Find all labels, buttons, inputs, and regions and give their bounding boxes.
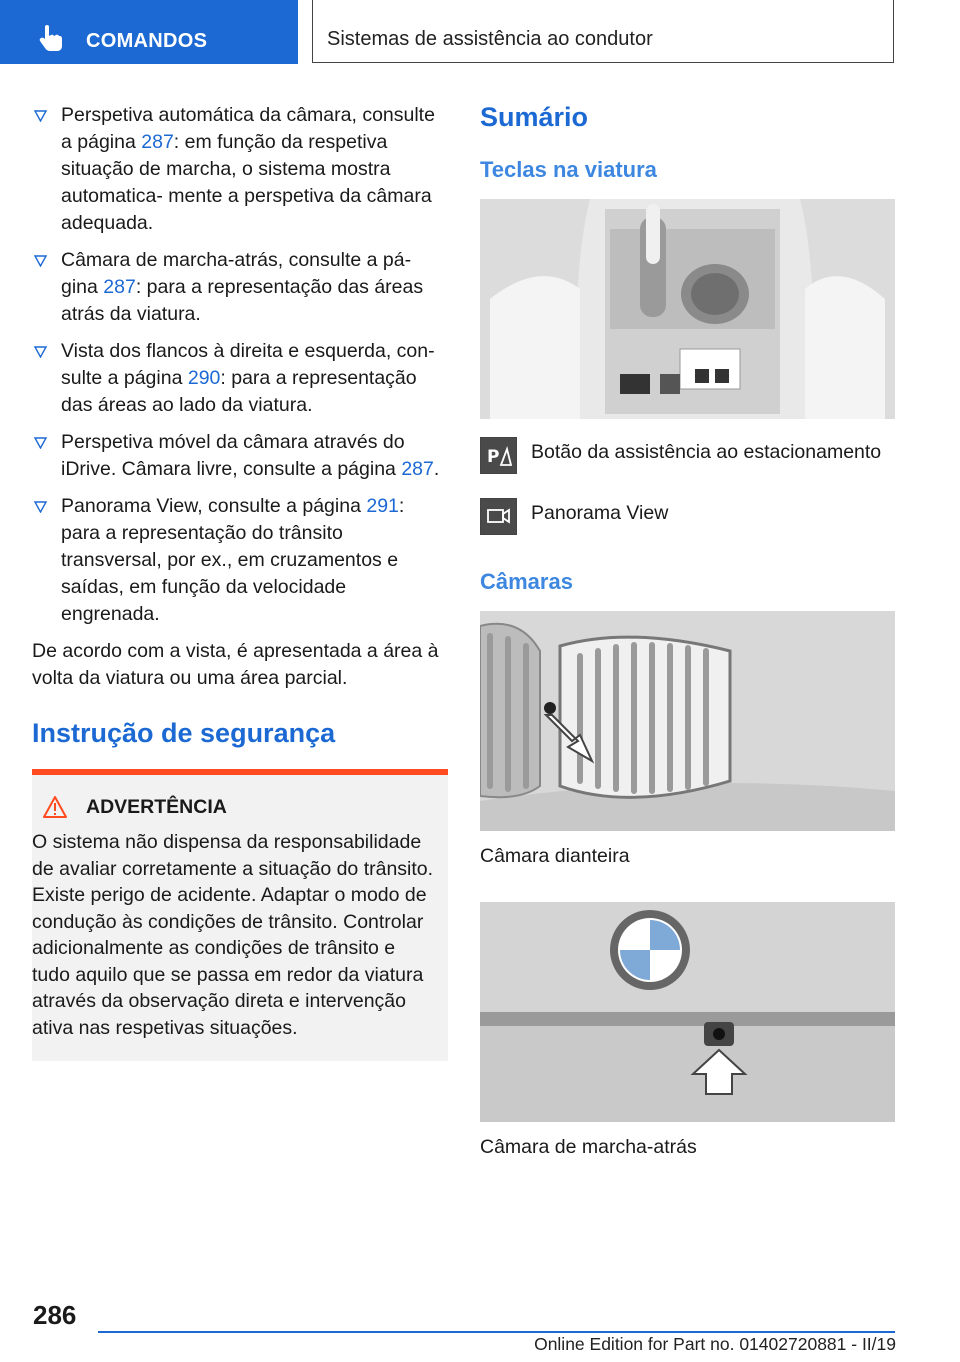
- warning-box: [32, 775, 448, 1061]
- parking-assist-button-row: [480, 437, 896, 474]
- parking-assist-label: Botão da assistência ao estacionamento: [531, 441, 882, 463]
- panorama-view-label: Panorama View: [531, 502, 669, 524]
- warning-text: O sistema não dispensa da responsabilidade de avaliar corretamente a situação do trânsito. Existe perigo de acidente. Adaptar o modo de condução às condições de trânsito. Controlar adicionalmente as condições de trânsito e tudo aquilo que se passa em redor da viatura através da observação direta e intervenção ativa nas respetivas situações.: [32, 831, 434, 1039]
- triangle-bullet-icon: [34, 110, 47, 122]
- bullet-item: [32, 247, 448, 328]
- chapter-tab-label: COMANDOS: [86, 30, 208, 52]
- bullet-text: Perspetiva móvel da câmara através do iDrive. Câmara livre, consulte a página: [61, 431, 405, 480]
- parking-assist-icon: [485, 443, 513, 469]
- bullet-text: Vista dos flancos à direita e esquerda, con‐ sulte a página: [61, 340, 435, 389]
- triangle-bullet-icon: [34, 346, 47, 358]
- page-number: 286: [33, 1300, 77, 1330]
- panorama-button-row: [480, 498, 896, 535]
- svg-text:P: P: [486, 446, 499, 467]
- bullet-text: Perspetiva automática da câmara, consulte a página: [61, 104, 435, 153]
- bullet-text: Câmara de marcha-atrás, consulte a pá‐ gina: [61, 249, 412, 298]
- edition-text: Online Edition for Part no. 01402720881 - II/19: [534, 1334, 896, 1354]
- section-title: Sistemas de assistência ao condutor: [327, 28, 653, 50]
- bullet-item: [32, 493, 448, 628]
- front-camera-caption: Câmara dianteira: [480, 845, 630, 867]
- rear-camera-photo: [480, 902, 895, 1122]
- bullet-item: [32, 338, 448, 419]
- bullet-text: : para a representação das áreas atrás da viatura.: [61, 276, 424, 325]
- panorama-camera-icon: [485, 504, 513, 530]
- bullet-text: .: [433, 458, 440, 480]
- panorama-view-button[interactable]: [480, 498, 517, 535]
- hand-pointer-icon: [38, 24, 64, 52]
- page-link[interactable]: 287: [401, 458, 434, 480]
- page-link[interactable]: 287: [103, 276, 136, 298]
- bullet-list: [32, 102, 448, 628]
- triangle-bullet-icon: [34, 437, 47, 449]
- safety-heading: Instrução de segurança: [32, 718, 336, 748]
- page-link[interactable]: 287: [141, 131, 174, 153]
- cameras-heading: Câmaras: [480, 569, 573, 594]
- footer-divider: [98, 1331, 895, 1333]
- warning-header: [42, 795, 438, 819]
- bullet-text: Panorama View, consulte a página: [61, 495, 367, 517]
- left-column: [32, 102, 448, 1061]
- view-paragraph: De acordo com a vista, é apresentada a área à volta da viatura ou uma área parcial.: [32, 640, 439, 689]
- bullet-item: [32, 429, 448, 483]
- right-column: [480, 102, 896, 1159]
- warning-title: ADVERTÊNCIA: [86, 795, 227, 818]
- triangle-bullet-icon: [34, 255, 47, 267]
- bullet-text: : para a representação das áreas ao lado da viatura.: [61, 367, 417, 416]
- bullet-item: [32, 102, 448, 237]
- rear-camera-caption: Câmara de marcha-atrás: [480, 1136, 697, 1158]
- summary-heading: Sumário: [480, 102, 589, 132]
- page-link[interactable]: 291: [366, 495, 399, 517]
- console-keys-photo: [480, 199, 895, 419]
- bullet-text: : para a representação do trânsito transversal, por ex., em cruzamentos e saídas, em função da velocidade engrenada.: [61, 495, 405, 625]
- parking-assist-button[interactable]: [480, 437, 517, 474]
- bullet-text: : em função da respetiva situação de marcha, o sistema mostra automatica‐ mente a perspetiva da câmara adequada.: [61, 131, 432, 234]
- triangle-bullet-icon: [34, 501, 47, 513]
- chapter-tab[interactable]: [0, 0, 298, 64]
- warning-triangle-icon: [42, 795, 68, 819]
- section-header: [312, 0, 894, 63]
- front-camera-photo: [480, 611, 895, 831]
- keys-heading: Teclas na viatura: [480, 157, 657, 182]
- page-link[interactable]: 290: [187, 367, 221, 389]
